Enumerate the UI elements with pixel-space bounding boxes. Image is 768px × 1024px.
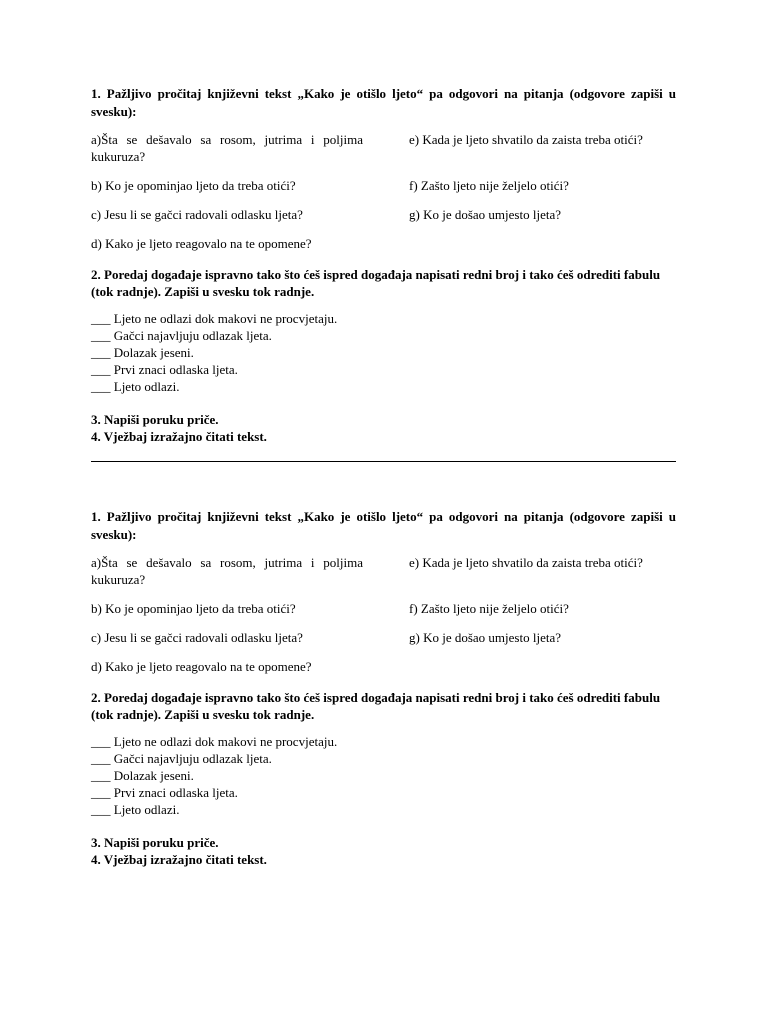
task4-instruction: 4. Vježbaj izražajno čitati tekst. [91,429,267,444]
event-item: ___ Prvi znaci odlaska ljeta. [91,362,238,377]
event-item: ___ Gačci najavljuju odlazak ljeta. [91,328,272,343]
question-f: f) Zašto ljeto nije željelo otići? [409,178,569,193]
question-c: c) Jesu li se gačci radovali odlasku ljeta? [91,207,303,222]
event-item: ___ Dolazak jeseni. [91,768,194,783]
question-grid [91,121,676,289]
task4-instruction: 4. Vježbaj izražajno čitati tekst. [91,852,267,867]
event-order-list [91,310,337,395]
task1-instruction: 1. Pažljivo pročitaj književni tekst „Kako je otišlo ljeto“ pa odgovori na pitanja (odgovore zapiši u svesku): [91,509,676,542]
question-d: d) Kako je ljeto reagovalo na te opomene? [91,659,312,674]
event-item: ___ Ljeto odlazi. [91,379,180,394]
event-item: ___ Ljeto ne odlazi dok makovi ne procvjetaju. [91,311,338,326]
task2-instruction: 2. Poredaj događaje ispravno tako što ćeš ispred događaja napisati redni broj i tako ćeš odrediti fabulu (tok radnje). Zapiši u svesku tok radnje. [91,267,661,299]
cut-line-divider [91,461,676,462]
question-g: g) Ko je došao umjesto ljeta? [409,207,561,222]
question-d: d) Kako je ljeto reagovalo na te opomene? [91,236,312,251]
event-item: ___ Ljeto ne odlazi dok makovi ne procvjetaju. [91,734,338,749]
question-b: b) Ko je opominjao ljeto da treba otići? [91,601,296,616]
task3-instruction: 3. Napiši poruku priče. [91,835,219,850]
question-g: g) Ko je došao umjesto ljeta? [409,630,561,645]
question-c: c) Jesu li se gačci radovali odlasku ljeta? [91,630,303,645]
question-f: f) Zašto ljeto nije željelo otići? [409,601,569,616]
worksheet-copy-1 [91,85,676,444]
task2-instruction: 2. Poredaj događaje ispravno tako što ćeš ispred događaja napisati redni broj i tako ćeš odrediti fabulu (tok radnje). Zapiši u svesku tok radnje. [91,690,661,722]
event-item: ___ Prvi znaci odlaska ljeta. [91,785,238,800]
event-item: ___ Gačci najavljuju odlazak ljeta. [91,751,272,766]
question-a: a)Šta se dešavalo sa rosom, jutrima i poljima kukuruza? [91,555,363,587]
question-grid [91,544,676,712]
worksheet-copy-2 [91,508,676,867]
task1-instruction: 1. Pažljivo pročitaj književni tekst „Kako je otišlo ljeto“ pa odgovori na pitanja (odgovore zapiši u svesku): [91,86,676,119]
question-e: e) Kada je ljeto shvatilo da zaista treba otići? [409,132,643,147]
event-item: ___ Dolazak jeseni. [91,345,194,360]
question-a: a)Šta se dešavalo sa rosom, jutrima i poljima kukuruza? [91,132,363,164]
question-e: e) Kada je ljeto shvatilo da zaista treba otići? [409,555,643,570]
event-item: ___ Ljeto odlazi. [91,802,180,817]
event-order-list [91,733,337,818]
question-b: b) Ko je opominjao ljeto da treba otići? [91,178,296,193]
task3-instruction: 3. Napiši poruku priče. [91,412,219,427]
